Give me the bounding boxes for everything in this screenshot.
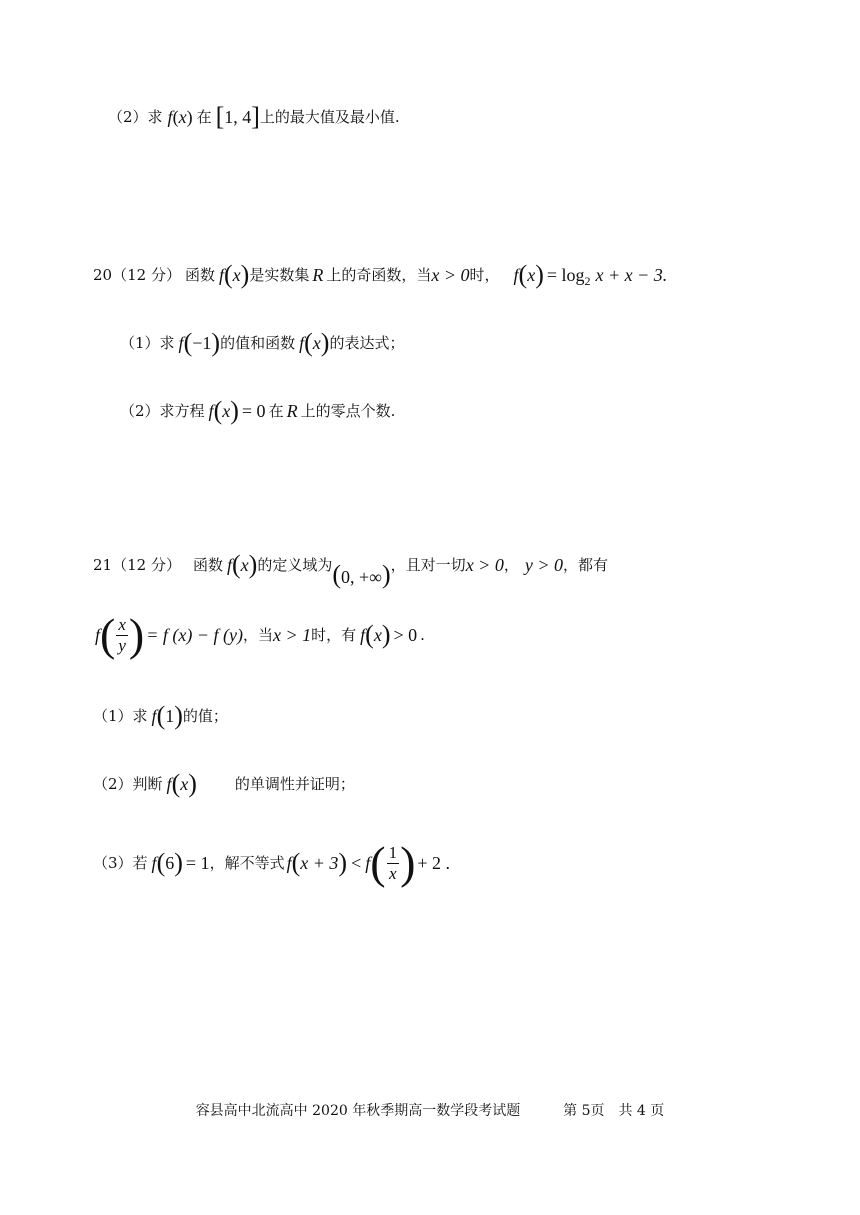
f-symbol: f xyxy=(166,774,172,794)
paren: ( xyxy=(518,260,528,289)
arg: 1 xyxy=(165,706,175,726)
paren: ) xyxy=(188,769,197,798)
q21-p3-label: （3）若 xyxy=(93,853,148,872)
footer-title: 容县高中北流高中 2020 年秋季期高一数学段考试题 xyxy=(195,1103,521,1119)
paren: ( xyxy=(183,328,193,357)
cond-x-gt1: x > 1 xyxy=(272,625,312,645)
q20-p2-end: 上的零点个数. xyxy=(300,401,396,420)
q21-relation xyxy=(95,609,425,660)
q20-p2-label: （2）求方程 xyxy=(120,401,205,420)
q20-part1 xyxy=(120,330,404,356)
paren: ( xyxy=(223,260,233,289)
cond-x: x > 0 xyxy=(465,555,504,575)
plus-two: + 2 . xyxy=(417,853,451,873)
eq-one: = 1 xyxy=(185,853,210,873)
fraction-1-over-x xyxy=(387,844,400,883)
q21-number: 21（12 分） xyxy=(93,555,181,574)
x-symbol: x xyxy=(222,401,231,421)
f-symbol: f xyxy=(151,853,157,873)
period: . xyxy=(420,625,425,644)
x-symbol: x xyxy=(373,625,382,645)
q21-p1-end: 的值； xyxy=(182,706,228,725)
q21-p1-label: （1）求 xyxy=(93,706,148,725)
domain-value: 0, +∞ xyxy=(341,567,382,587)
q20-text1: 函数 xyxy=(184,265,215,284)
R-symbol: R xyxy=(286,401,298,421)
gt-zero: > 0 xyxy=(393,625,418,645)
q20-p1-mid: 的值和函数 xyxy=(220,333,296,352)
paren: ( xyxy=(304,328,313,357)
cond-y: y > 0 xyxy=(524,555,563,575)
frac-den: x xyxy=(389,863,397,883)
paren: ) xyxy=(535,260,544,289)
paren: ( xyxy=(156,701,166,730)
q20-text4: 时， xyxy=(469,265,500,284)
x-symbol: x xyxy=(312,333,321,353)
footer-page-number: 第 5页 共 4 页 xyxy=(563,1103,665,1119)
q19-part2-mid: 在 xyxy=(196,107,212,126)
q21-text2: 的定义域为 xyxy=(257,555,333,574)
paren-x: (x) xyxy=(172,107,193,127)
f-symbol: f xyxy=(208,401,214,421)
paren: ) xyxy=(230,396,239,425)
q21-text6: 时，有 xyxy=(311,625,357,644)
paren: ( xyxy=(231,550,241,579)
f-symbol: f xyxy=(178,333,184,353)
frac-den: y xyxy=(118,635,126,655)
q21-text4: ，都有 xyxy=(562,555,608,574)
q20-condition: x > 0 xyxy=(431,265,470,285)
q21-part1 xyxy=(93,703,228,729)
paren: ) xyxy=(128,609,145,660)
q19-part2 xyxy=(108,104,400,130)
paren: ( xyxy=(370,837,386,888)
log-tail: x + x − 3. xyxy=(595,265,668,285)
paren: ) xyxy=(174,848,183,877)
f-symbol: f xyxy=(286,853,292,873)
ineq-arg: x + 3 xyxy=(300,853,339,873)
paren: ) xyxy=(320,328,330,357)
paren: ( xyxy=(171,769,181,798)
paren: ) xyxy=(240,260,250,289)
q20-p1-label: （1）求 xyxy=(120,333,175,352)
relation-expr: = f (x) − f (y) xyxy=(146,625,243,645)
f-symbol: f xyxy=(299,333,305,353)
log-base: 2 xyxy=(584,274,591,288)
paren: ( xyxy=(291,848,301,877)
paren: ) xyxy=(248,550,258,579)
less-than: < xyxy=(351,853,362,873)
domain-expr: (0, +∞) xyxy=(332,560,391,589)
q21-stem xyxy=(93,550,608,589)
q20-part2 xyxy=(120,398,395,424)
paren: ( xyxy=(213,396,223,425)
q20-text3: 上的奇函数，当 xyxy=(326,265,432,284)
q20-stem xyxy=(93,262,667,288)
q21-p3-mid: ，解不等式 xyxy=(209,853,285,872)
log-expr: = log xyxy=(546,265,585,285)
q20-text2: 是实数集 xyxy=(249,265,310,284)
x-symbol: x xyxy=(240,555,249,575)
f-symbol: f xyxy=(365,853,371,873)
q21-part3 xyxy=(93,837,451,888)
fraction-x-over-y xyxy=(116,616,128,655)
f-symbol: f xyxy=(226,555,232,575)
paren: ) xyxy=(381,620,391,649)
x-symbol: x xyxy=(232,265,241,285)
q19-part2-end: 上的最大值及最小值. xyxy=(259,107,400,126)
paren: ) xyxy=(211,328,221,357)
paren: ( xyxy=(100,609,116,660)
bracket-open: [ xyxy=(215,102,225,131)
f-symbol: f xyxy=(218,265,224,285)
q21-text1: 函数 xyxy=(192,555,223,574)
q20-p1-end: 的表达式； xyxy=(329,333,405,352)
interval: 1, 4 xyxy=(224,107,252,127)
f-symbol: f xyxy=(151,706,157,726)
R-symbol: R xyxy=(312,265,324,285)
f-symbol: f xyxy=(95,625,101,645)
arg: 6 xyxy=(165,853,175,873)
paren: ) xyxy=(400,837,416,888)
frac-num: x xyxy=(118,614,126,634)
page-footer xyxy=(0,1100,860,1120)
f-symbol: f xyxy=(360,625,366,645)
q21-part2 xyxy=(93,771,355,797)
q21-p2-end: 的单调性并证明； xyxy=(234,774,355,793)
arg: −1 xyxy=(192,333,212,353)
q19-part2-label: （2）求 xyxy=(108,107,163,126)
q21-text3: ，且对一切 xyxy=(390,555,466,574)
bracket-close: ] xyxy=(251,102,260,131)
f-symbol: f xyxy=(513,265,519,285)
q21-p2-label: （2）判断 xyxy=(93,774,163,793)
q20-number: 20（12 分） xyxy=(93,265,181,284)
q21-text5: ，当 xyxy=(242,625,273,644)
eq-zero: = 0 xyxy=(241,401,266,421)
fx-expr: f xyxy=(167,107,173,127)
paren: ( xyxy=(156,848,166,877)
comma: ， xyxy=(503,555,519,574)
x-symbol: x xyxy=(527,265,536,285)
paren: ) xyxy=(174,701,183,730)
paren: ( xyxy=(365,620,374,649)
paren: ) xyxy=(338,848,348,877)
x-symbol: x xyxy=(180,774,189,794)
frac-num: 1 xyxy=(388,842,398,862)
q20-p2-mid: 在 xyxy=(268,401,284,420)
